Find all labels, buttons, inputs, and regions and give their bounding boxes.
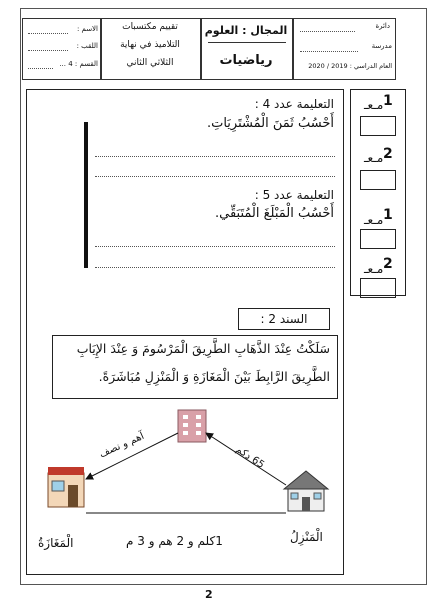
score-label-3: مـعـ	[364, 213, 384, 227]
score-number-2: 2	[383, 146, 393, 162]
year-label: العام الدراسي : 2019 / 2020	[308, 62, 392, 70]
school-dots	[300, 51, 358, 52]
score-number-4: 2	[383, 256, 393, 272]
distance-label-left: آهم و نصف	[97, 430, 146, 461]
surname-dots	[28, 50, 68, 51]
score-number-3: 1	[383, 207, 393, 223]
surname-label: اللقب :	[76, 42, 98, 50]
domain-label: المجال : العلوم	[204, 24, 288, 37]
score-box-1[interactable]	[360, 116, 396, 136]
name-dots	[28, 33, 68, 34]
score-box-3[interactable]	[360, 229, 396, 249]
house-icon	[284, 471, 328, 511]
sanad-line-2: الطَّرِيقَ الرَّابِطَ بَيْنَ الْمَغَازَةِ وَ الْمَنْزِلِ مُبَاشَرَةً.	[98, 369, 330, 384]
score-label-2: مـعـ	[364, 151, 384, 165]
house-label: الْمَنْزِلُ	[290, 530, 323, 544]
score-box-4[interactable]	[360, 278, 396, 298]
eval-line3: الثلاثي الثاني	[126, 58, 174, 68]
score-label-1: مـعـ	[364, 98, 384, 112]
answer-line-4a	[95, 156, 335, 157]
score-box-2[interactable]	[360, 170, 396, 190]
class-dots	[28, 68, 53, 69]
sanad-line-1: سَلَكْتُ عِنْدَ الذَّهَابِ الطَّرِيقَ الْمَرْسُومَ وَ عِنْدَ الإِيَابِ	[76, 341, 330, 356]
distance-label-bottom: 1كلم و 2 هم و 3 م	[126, 534, 223, 548]
school-label: مدرسة	[371, 42, 392, 50]
subject-label: رياضيات	[219, 53, 273, 68]
directorate-label: دائرة	[375, 22, 390, 30]
store-icon	[48, 467, 84, 507]
eval-line1: تقييم مكتسبات	[122, 22, 178, 32]
instruction-5-text: أَحْسُبُ الْمَبْلَغَ الْمُتَبَقِّي.	[215, 206, 334, 221]
eval-line2: التلاميذ في نهاية	[120, 40, 180, 50]
store-label: الْمَغَازَةُ	[38, 536, 74, 550]
directorate-dots	[300, 31, 355, 32]
sanad-title-box: السند 2 :	[238, 308, 330, 330]
name-label: الاسم :	[76, 25, 98, 33]
instruction-4-title: التعليمة عدد 4 :	[254, 97, 334, 111]
route-diagram	[40, 405, 330, 555]
answer-bar-1	[84, 122, 88, 268]
distance-label-right: 65 دكم	[233, 444, 267, 471]
answer-line-5b	[95, 267, 335, 268]
instruction-4-text: أَحْسُبُ ثَمَنَ الْمُشْتَرِيَاتِ.	[206, 116, 334, 131]
class-label: القسم : 4 ...	[59, 60, 98, 68]
domain-divider	[208, 42, 286, 43]
answer-line-5a	[95, 246, 335, 247]
building-icon	[178, 410, 206, 442]
instruction-5-title: التعليمة عدد 5 :	[254, 188, 334, 202]
score-label-4: مـعـ	[364, 262, 384, 276]
score-number-1: 1	[383, 93, 393, 109]
page-number: 2	[205, 588, 213, 601]
answer-line-4b	[95, 176, 335, 177]
